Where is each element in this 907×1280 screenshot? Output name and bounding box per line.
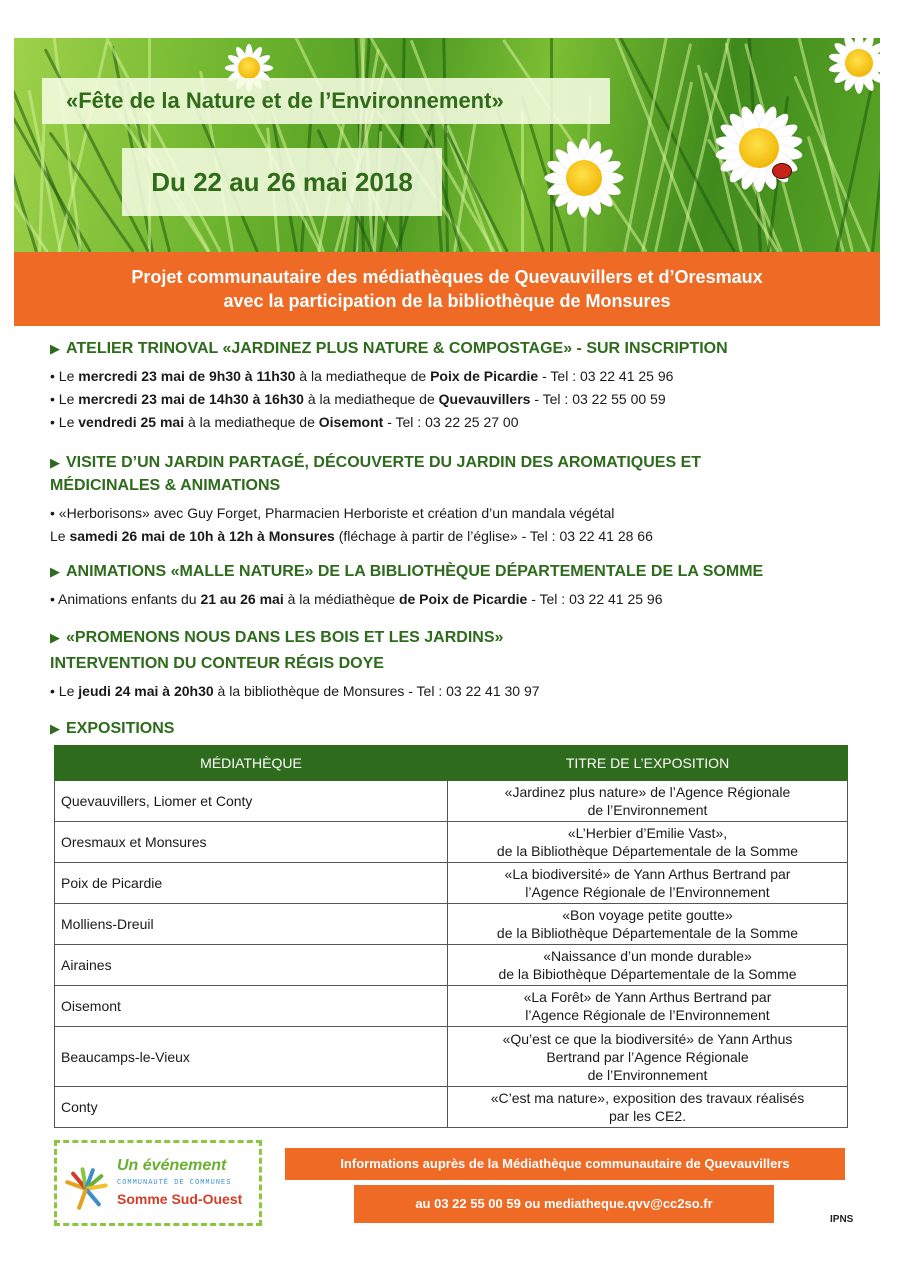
arrow-right-icon: ▶ — [50, 455, 60, 470]
table-row — [55, 904, 848, 945]
table-row — [55, 986, 848, 1027]
daisy-center — [845, 49, 873, 77]
info-banner: Informations auprès de la Médiathèque communautaire de Quevauvillers — [285, 1148, 845, 1180]
logo-subtitle: COMMUNAUTÉ DE COMMUNES — [117, 1179, 232, 1187]
list-item: • Le jeudi 24 mai à 20h30 à la bibliothèque de Monsures - Tel : 03 22 41 30 97 — [50, 683, 540, 699]
arrow-right-icon: ▶ — [50, 341, 60, 356]
section-heading: ▶ ATELIER TRINOVAL «JARDINEZ PLUS NATURE & COMPOSTAGE» - SUR INSCRIPTION — [50, 340, 728, 357]
table-header-row — [55, 746, 848, 781]
contact-banner: au 03 22 55 00 59 ou mediatheque.qvv@cc2so.fr — [354, 1185, 774, 1223]
cell-place: Beaucamps-le-Vieux — [55, 1027, 448, 1087]
daisy-large — [699, 88, 819, 208]
arrow-right-icon: ▶ — [50, 630, 60, 645]
grass-blade — [148, 38, 151, 252]
section-heading: ▶ «PROMENONS NOUS DANS LES BOIS ET LES JARDINS» — [50, 629, 504, 646]
cell-title: «C’est ma nature», exposition des travaux réalisés par les CE2. — [448, 1087, 848, 1128]
cell-place: Molliens-Dreuil — [55, 904, 448, 945]
arrow-right-icon: ▶ — [50, 721, 60, 736]
section-visite — [50, 451, 860, 548]
arrow-right-icon: ▶ — [50, 564, 60, 579]
cell-place: Poix de Picardie — [55, 863, 448, 904]
list-item: Le samedi 26 mai de 10h à 12h à Monsures (fléchage à partir de l’église» - Tel : 03 22 41 28 66 — [50, 528, 653, 544]
list-item: • «Herborisons» avec Guy Forget, Pharmacien Herboriste et création d’un mandala végétal — [50, 505, 615, 521]
cell-place: Oresmaux et Monsures — [55, 822, 448, 863]
cell-title: «Qu’est ce que la biodiversité» de Yann Arthus Bertrand par l’Agence Régionale de l’Environnement — [448, 1027, 848, 1087]
cell-place: Conty — [55, 1087, 448, 1128]
cell-title: «L’Herbier d’Emilie Vast», de la Bibliothèque Départementale de la Somme — [448, 822, 848, 863]
section-heading-cont: INTERVENTION DU CONTEUR RÉGIS DOYE — [50, 655, 384, 672]
section-heading: ▶ EXPOSITIONS — [50, 720, 175, 737]
list-item: • Animations enfants du 21 au 26 mai à la médiathèque de Poix de Picardie - Tel : 03 22 41 25 96 — [50, 591, 663, 607]
table-row — [55, 1087, 848, 1128]
section-atelier — [50, 337, 860, 434]
cell-title: «La Forêt» de Yann Arthus Bertrand par l’Agence Régionale de l’Environnement — [448, 986, 848, 1027]
cell-title: «Bon voyage petite goutte» de la Bibliothèque Départementale de la Somme — [448, 904, 848, 945]
daisy-center — [566, 160, 602, 196]
list-item: • Le mercredi 23 mai de 14h30 à 16h30 à la mediatheque de Quevauvillers - Tel : 03 22 55 00 59 — [50, 391, 666, 407]
section-heading-cont: MÉDICINALES & ANIMATIONS — [50, 477, 281, 494]
community-logo — [54, 1140, 262, 1226]
cell-place: Airaines — [55, 945, 448, 986]
event-dates: Du 22 au 26 mai 2018 — [122, 148, 442, 216]
cell-place: Quevauvillers, Liomer et Conty — [55, 781, 448, 822]
cell-title: «Naissance d’un monde durable» de la Bibiothèque Départementale de la Somme — [448, 945, 848, 986]
project-line-1: Projet communautaire des médiathèques de Quevauvillers et d’Oresmaux — [131, 267, 763, 287]
logo-name: Somme Sud-Ouest — [117, 1191, 243, 1207]
section-heading: ▶ VISITE D’UN JARDIN PARTAGÉ, DÉCOUVERTE DU JARDIN DES AROMATIQUES ET — [50, 454, 702, 471]
section-promenons — [50, 626, 860, 703]
section-malle — [50, 560, 860, 611]
list-item: • Le mercredi 23 mai de 9h30 à 11h30 à la mediatheque de Poix de Picardie - Tel : 03 22 41 25 96 — [50, 368, 674, 384]
column-header-mediatheque: MÉDIATHÈQUE — [55, 746, 448, 781]
column-header-title: TITRE DE L’EXPOSITION — [448, 746, 848, 781]
header-banner — [14, 38, 880, 252]
cell-title: «Jardinez plus nature» de l’Agence Régionale de l’Environnement — [448, 781, 848, 822]
logo-tagline: Un événement — [117, 1157, 227, 1174]
daisy-center — [238, 57, 260, 79]
event-title: «Fête de la Nature et de l’Environnement» — [42, 78, 610, 124]
daisy-medium — [529, 123, 639, 233]
table-row — [55, 1027, 848, 1087]
daisy-center — [739, 128, 779, 168]
project-line-2: avec la participation de la bibliothèque de Monsures — [223, 291, 671, 311]
table-row — [55, 822, 848, 863]
cell-title: «La biodiversité» de Yann Arthus Bertrand par l’Agence Régionale de l’Environnement — [448, 863, 848, 904]
section-expositions — [50, 717, 860, 740]
cell-place: Oisemont — [55, 986, 448, 1027]
daisy-top-right — [814, 38, 880, 108]
list-item: • Le vendredi 25 mai à la mediatheque de Oisemont - Tel : 03 22 25 27 00 — [50, 414, 519, 430]
section-heading: ▶ ANIMATIONS «MALLE NATURE» DE LA BIBLIOTHÈQUE DÉPARTEMENTALE DE LA SOMME — [50, 563, 764, 580]
ipns-label: IPNS — [830, 1214, 854, 1225]
ladybug-icon — [772, 163, 792, 179]
project-band — [14, 252, 880, 326]
table-row — [55, 945, 848, 986]
table-row — [55, 863, 848, 904]
table-row — [55, 781, 848, 822]
grass-blade — [107, 40, 222, 252]
exhibitions-table — [54, 745, 848, 1128]
sunburst-logo-icon — [67, 1161, 105, 1211]
grass-blade — [441, 38, 449, 252]
